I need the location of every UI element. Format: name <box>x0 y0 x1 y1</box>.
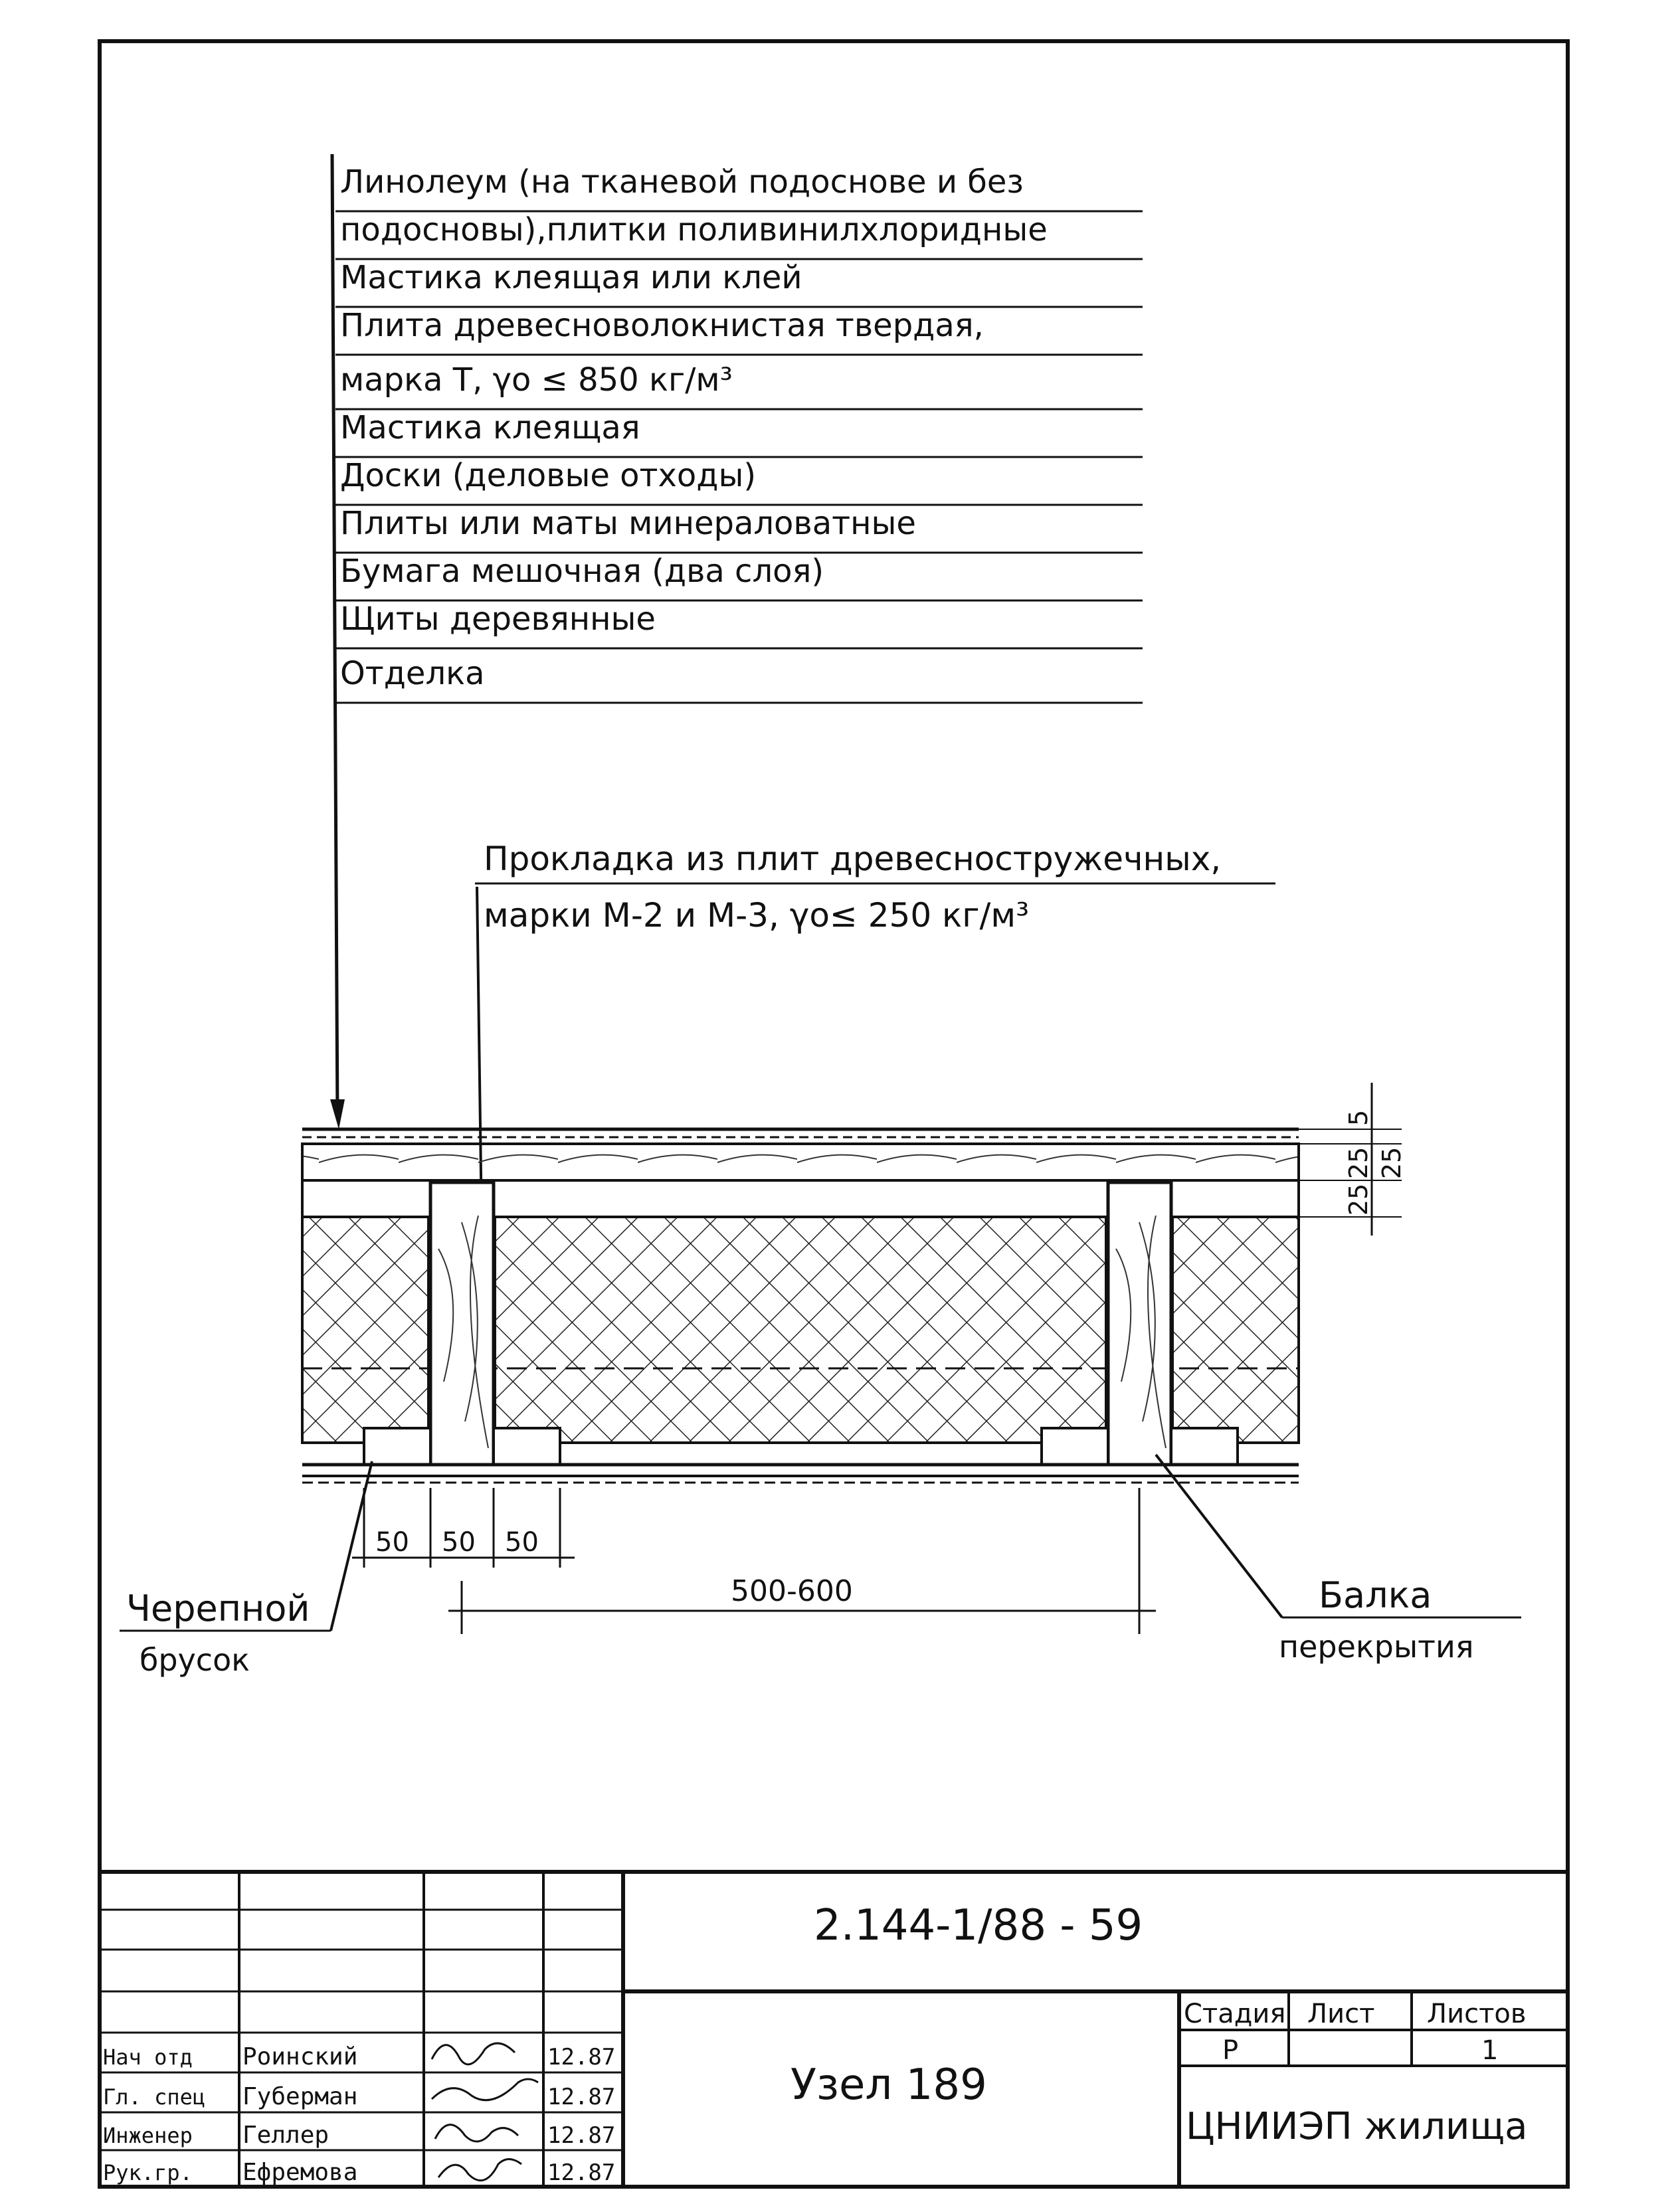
sig-role-2: Гл. спец <box>103 2084 206 2110</box>
sig-role-4: Рук.гр. <box>103 2160 193 2185</box>
sheets-header: Листов <box>1427 1999 1527 2029</box>
beam-label: Балка <box>1319 1574 1432 1616</box>
layer-label-10: Щиты деревянные <box>340 600 656 638</box>
sig-date-4: 12.87 <box>547 2159 616 2186</box>
stage-value: Р <box>1222 2035 1239 2066</box>
dim-h-1: 50 <box>375 1527 409 1558</box>
callout-beam <box>1156 1455 1521 1665</box>
board-layer <box>302 1144 1299 1180</box>
layer-list-leader <box>332 154 337 1119</box>
sig-name-3: Геллер <box>242 2122 329 2149</box>
layer-label-11: Отделка <box>340 655 485 692</box>
vertical-dimensions <box>1299 1083 1406 1235</box>
cranial-bar-3 <box>1042 1428 1108 1465</box>
layer-label-7: Доски (деловые отходы) <box>340 457 757 494</box>
layer-label-3: Мастика клеящая или клей <box>340 259 802 296</box>
sig-role-3: Инженер <box>103 2123 193 2148</box>
signature-mark-2 <box>432 2079 538 2100</box>
layer-label-9: Бумага мешочная (два слоя) <box>340 553 824 590</box>
layer-label-8: Плиты или маты минераловатные <box>340 505 916 542</box>
gasket-label-line1: Прокладка из плит древесностружечных, <box>484 840 1222 878</box>
beam-label-2: перекрытия <box>1279 1629 1474 1665</box>
dim-span: 500-600 <box>731 1574 853 1608</box>
dim-v-4: 25 <box>1344 1183 1373 1216</box>
mineral-wool-left <box>302 1217 428 1443</box>
sig-name-1: Роинский <box>242 2043 358 2070</box>
gasket-label-line2: марки М-2 и М-3, γо≤ 250 кг/м³ <box>484 896 1030 935</box>
sig-role-1: Нач отд <box>103 2045 193 2070</box>
callout-cranial-bar <box>120 1461 372 1678</box>
cranial-bar-label-2: брусок <box>140 1642 250 1678</box>
organization: ЦНИИЭП жилища <box>1186 2105 1528 2148</box>
dim-v-1: 5 <box>1344 1109 1373 1126</box>
sheet-header: Лист <box>1307 1999 1375 2029</box>
node-title: Узел 189 <box>791 2060 987 2110</box>
signature-mark-4 <box>438 2159 521 2181</box>
mineral-wool-right <box>1172 1217 1299 1443</box>
signature-mark-1 <box>432 2043 515 2064</box>
sig-name-4: Ефремова <box>242 2159 358 2186</box>
dim-v-3: 25 <box>1377 1146 1406 1179</box>
sig-date-3: 12.87 <box>547 2122 616 2149</box>
cranial-bar-label: Черепной <box>126 1588 310 1629</box>
floor-section <box>302 1129 1299 1483</box>
signature-mark-3 <box>435 2125 518 2142</box>
sig-date-2: 12.87 <box>547 2084 616 2110</box>
sig-date-1: 12.87 <box>547 2044 616 2070</box>
dim-h-2: 50 <box>442 1527 476 1558</box>
stage-header: Стадия <box>1184 1999 1286 2029</box>
cranial-bar-1 <box>364 1428 430 1465</box>
sheets-value: 1 <box>1481 2035 1499 2066</box>
document-code: 2.144-1/88 - 59 <box>814 1901 1143 1950</box>
cranial-bar-2 <box>494 1428 560 1465</box>
layer-list <box>330 154 1143 1129</box>
horizontal-dimensions <box>352 1488 1156 1634</box>
dim-h-3: 50 <box>505 1527 539 1558</box>
leader-arrow <box>330 1099 345 1129</box>
layer-label-5: марка Т, γо ≤ 850 кг/м³ <box>340 361 733 399</box>
layer-label-1: Линолеум (на тканевой подоснове и без <box>340 163 1024 201</box>
dim-v-2: 25 <box>1344 1146 1373 1179</box>
layer-label-2: подосновы),плитки поливинилхлоридные <box>340 211 1048 248</box>
layer-label-6: Мастика клеящая <box>340 409 640 446</box>
cranial-bar-4 <box>1171 1428 1238 1465</box>
mineral-wool-center <box>495 1217 1106 1443</box>
sig-name-2: Губерман <box>242 2083 358 2110</box>
layer-label-4: Плита древесноволокнистая твердая, <box>340 307 984 344</box>
title-block <box>100 1872 1568 2187</box>
